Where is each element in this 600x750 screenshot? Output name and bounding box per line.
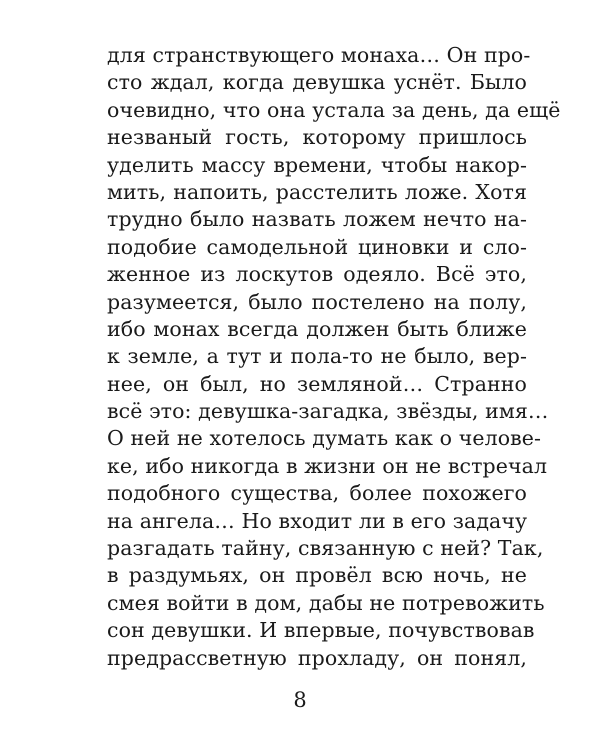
text-line: на ангела… Но входит ли в его задачу xyxy=(107,508,528,533)
text-line: О ней не хотелось думать как о челове- xyxy=(107,426,542,451)
body-text xyxy=(107,42,561,672)
text-line: разумеется, было постелено на полу, xyxy=(107,289,527,314)
text-line: предрассветную прохладу, он понял, xyxy=(107,645,527,670)
text-line: трудно было назвать ложем нечто на- xyxy=(107,207,527,232)
text-line: сто ждал, когда девушка уснёт. Было xyxy=(107,70,527,95)
text-line: незваный гость, которому пришлось xyxy=(107,125,527,150)
text-line: женное из лоскутов одеяло. Всё это, xyxy=(107,262,527,287)
text-line: к земле, а тут и пола-то не было, вер- xyxy=(107,344,527,369)
text-line: уделить массу времени, чтобы накор- xyxy=(107,152,527,177)
text-line: смея войти в дом, дабы не потревожить xyxy=(107,590,545,615)
page-number: 8 xyxy=(293,688,307,712)
text-line: подобие самодельной циновки и сло- xyxy=(107,234,527,259)
text-line: нее, он был, но земляной… Странно xyxy=(107,371,527,396)
text-line: мить, напоить, расстелить ложе. Хотя xyxy=(107,179,527,204)
text-line: сон девушки. И впервые, почувствовав xyxy=(107,618,535,643)
text-line: для странствующего монаха… Он про- xyxy=(107,43,531,67)
text-line: ке, ибо никогда в жизни он не встречал xyxy=(107,453,548,478)
text-line: ибо монах всегда должен быть ближе xyxy=(107,316,527,341)
text-line: в раздумьях, он провёл всю ночь, не xyxy=(107,563,527,588)
text-line: подобного существа, более похожего xyxy=(107,481,527,506)
text-line: очевидно, что она устала за день, да ещё xyxy=(107,97,561,122)
text-line: разгадать тайну, связанную с ней? Так, xyxy=(107,536,544,561)
text-line: всё это: девушка-загадка, звёзды, имя… xyxy=(107,399,549,424)
